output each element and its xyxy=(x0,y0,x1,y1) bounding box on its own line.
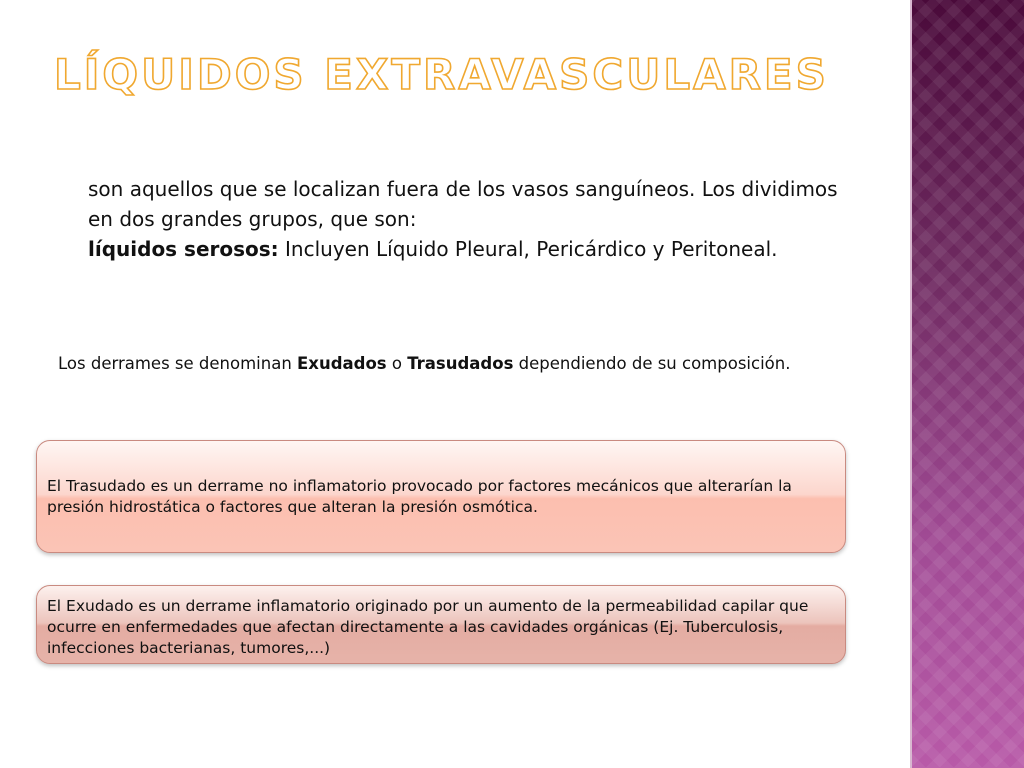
intro-line: son aquellos que se localizan fuera de los vasos sanguíneos. Los dividimos en dos grandes grupos, que son: xyxy=(88,177,838,231)
serosos-label: líquidos serosos: xyxy=(88,237,279,261)
note-middle: o xyxy=(386,354,408,373)
derrames-note xyxy=(58,352,818,375)
exudado-box: El Exudado es un derrame inflamatorio originado por un aumento de la permeabilidad capilar que ocurre en enfermedades que afectan directamente a las cavidades orgánicas (Ej. Tuberculosis, infecciones bacterianas, tumores,...) xyxy=(36,585,846,664)
decorative-side-band xyxy=(912,0,1024,768)
note-suffix: dependiendo de su composición. xyxy=(513,354,791,373)
note-exudados: Exudados xyxy=(297,354,387,373)
slide-title: LÍQUIDOS EXTRAVASCULARES xyxy=(54,50,829,99)
note-prefix: Los derrames se denominan xyxy=(58,354,298,373)
note-trasudados: Trasudados xyxy=(407,354,514,373)
intro-text xyxy=(88,174,848,264)
trasudado-box: El Trasudado es un derrame no inflamatorio provocado por factores mecánicos que alterarían la presión hidrostática o factores que alteran la presión osmótica. xyxy=(36,440,846,553)
serosos-line xyxy=(88,234,848,264)
serosos-text: Incluyen Líquido Pleural, Pericárdico y Peritoneal. xyxy=(278,237,778,261)
